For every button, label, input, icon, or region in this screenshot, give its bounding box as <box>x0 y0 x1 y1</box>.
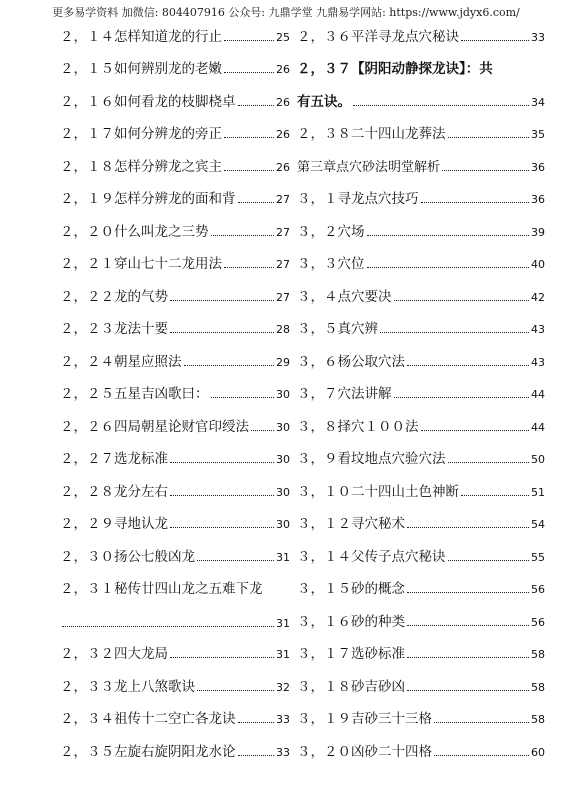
toc-entry-title: ２，３５左旋右旋阴阳龙水论 <box>60 743 236 760</box>
dot-leader <box>407 690 529 691</box>
dot-leader <box>170 495 274 496</box>
toc-entry[interactable] <box>60 538 290 571</box>
page-number: 39 <box>531 225 545 239</box>
toc-entry[interactable] <box>297 408 545 441</box>
toc-entry-row <box>60 707 290 727</box>
toc-entry[interactable] <box>297 116 545 149</box>
toc-entry-title: ３，２０凶砂二十四格 <box>297 743 432 760</box>
dot-leader <box>434 755 529 756</box>
page-number: 25 <box>276 30 290 44</box>
toc-entry-row <box>60 122 290 142</box>
toc-entry[interactable] <box>297 376 545 409</box>
dot-leader <box>367 267 530 268</box>
toc-entry-title: ２，２２龙的气势 <box>60 288 168 305</box>
toc-entry-row <box>60 25 290 45</box>
toc-entry[interactable] <box>60 311 290 344</box>
dot-leader <box>238 755 275 756</box>
dot-leader <box>224 40 274 41</box>
page-number: 54 <box>531 518 545 531</box>
toc-entry-title: ２，２０什么叫龙之三势 <box>60 223 209 240</box>
toc-entry-title: ２，３０扬公七般凶龙 <box>60 548 195 565</box>
toc-entry[interactable] <box>297 538 545 571</box>
toc-entry[interactable] <box>297 668 545 701</box>
toc-entry[interactable] <box>60 668 290 701</box>
toc-entry[interactable] <box>60 246 290 279</box>
dot-leader <box>197 560 274 561</box>
toc-entry-title: ２，３１秘传廿四山龙之五难下龙 <box>60 580 263 597</box>
dot-leader <box>421 430 530 431</box>
page-number: 26 <box>276 128 290 141</box>
toc-entry[interactable] <box>60 473 290 506</box>
toc-entry-title: ３，１０二十四山土色神断 <box>297 483 459 500</box>
dot-leader <box>251 430 274 431</box>
toc-entry[interactable] <box>297 148 545 181</box>
toc-entry-row <box>297 415 545 435</box>
dot-leader <box>407 527 529 528</box>
page-number: 30 <box>276 453 290 466</box>
toc-entry[interactable] <box>60 571 290 636</box>
toc-entry[interactable] <box>297 213 545 246</box>
toc-left-column <box>60 18 290 766</box>
page-number: 43 <box>531 323 545 336</box>
dot-leader <box>170 462 274 463</box>
dot-leader <box>407 657 529 658</box>
dot-leader <box>224 267 274 268</box>
toc-entry-row <box>297 220 545 240</box>
toc-entry-title: ３，１４父传子点穴秘诀 <box>297 548 446 565</box>
toc-entry-row <box>60 447 290 467</box>
toc-entry[interactable] <box>60 116 290 149</box>
toc-entry-row <box>60 415 290 435</box>
toc-entry-row <box>297 122 545 142</box>
toc-entry[interactable] <box>297 181 545 214</box>
page-number: 55 <box>531 550 545 564</box>
toc-entry-row <box>297 156 545 175</box>
page-number: 31 <box>276 616 290 630</box>
toc-entry-title: ２，３２四大龙局 <box>60 646 168 662</box>
page-number: 27 <box>276 225 290 239</box>
dot-leader <box>448 462 530 463</box>
toc-entry-title: ２，２７选龙标准 <box>60 451 168 467</box>
page-number: 58 <box>531 648 545 661</box>
page-number: 26 <box>276 160 290 174</box>
toc-entry-row <box>60 155 290 175</box>
toc-entry-title: ２，２１穿山七十二龙用法 <box>60 256 222 272</box>
toc-entry-row <box>297 25 545 45</box>
toc-entry[interactable] <box>60 506 290 539</box>
toc-entry-row <box>297 350 545 370</box>
toc-entry-title: ２，２３龙法十要 <box>60 321 168 337</box>
toc-entry[interactable] <box>60 213 290 246</box>
toc-entry-row <box>60 545 290 565</box>
toc-entry-row <box>297 447 545 467</box>
dot-leader <box>211 397 275 398</box>
page-number: 36 <box>531 160 545 174</box>
page-number: 50 <box>531 453 545 466</box>
page-number: 29 <box>276 355 290 369</box>
toc-entry-title-cont: 有五诀。 <box>297 93 351 110</box>
page-number: 40 <box>531 258 545 271</box>
toc-entry[interactable] <box>60 181 290 214</box>
page-number: 28 <box>276 323 290 336</box>
toc-entry[interactable] <box>297 701 545 734</box>
toc-entry-row <box>297 382 545 402</box>
page-number: 42 <box>531 290 545 304</box>
dot-leader <box>461 40 529 41</box>
dot-leader <box>434 722 529 723</box>
toc-entry-row <box>60 675 290 695</box>
toc-entry-row <box>60 317 290 337</box>
toc-entry[interactable] <box>297 506 545 539</box>
dot-leader <box>380 332 529 333</box>
toc-entry-row <box>297 480 545 500</box>
toc-right-column <box>297 18 545 766</box>
dot-leader <box>407 365 529 366</box>
dot-leader <box>170 657 274 658</box>
toc-entry-row <box>60 350 290 370</box>
dot-leader <box>394 397 530 398</box>
dot-leader <box>224 72 274 73</box>
dot-leader <box>184 365 275 366</box>
toc-entry-row <box>60 90 290 110</box>
toc-entry[interactable] <box>60 376 290 409</box>
page-number: 56 <box>531 583 545 596</box>
page-number: 27 <box>276 258 290 271</box>
toc-entry[interactable] <box>297 603 545 636</box>
page-number: 43 <box>531 355 545 369</box>
page-number: 36 <box>531 193 545 206</box>
page-number: 26 <box>276 63 290 76</box>
toc-entry-row <box>297 707 545 727</box>
page-number: 60 <box>531 745 545 759</box>
toc-entry-title: ２，２４朝星应照法 <box>60 353 182 370</box>
toc-entry-title: ３，１８砂吉砂凶 <box>297 678 405 695</box>
toc-entry[interactable] <box>60 408 290 441</box>
toc-entry-title: ２，３４祖传十二空亡各龙诀 <box>60 711 236 727</box>
page-number: 32 <box>276 680 290 694</box>
toc-entry-title: ２，１６如何看龙的枝脚桡卓 <box>60 93 236 110</box>
toc-entry-title: ２，３３龙上八煞歌诀 <box>60 678 195 695</box>
toc-entry-title: ２，１８怎样分辨龙之宾主 <box>60 158 222 175</box>
page-number: 33 <box>276 745 290 759</box>
page-number: 51 <box>531 485 545 499</box>
page-number: 33 <box>276 713 290 726</box>
toc-entry-title: ３，１６砂的种类 <box>297 613 405 630</box>
toc-entry[interactable] <box>60 148 290 181</box>
toc-entry-row <box>297 545 545 565</box>
page-number: 33 <box>531 30 545 44</box>
dot-leader <box>224 137 274 138</box>
page-number: 27 <box>276 290 290 304</box>
dot-leader <box>170 300 274 301</box>
toc-entry[interactable] <box>297 473 545 506</box>
toc-entry-title: ３，４点穴要决 <box>297 288 392 305</box>
toc-entry[interactable] <box>60 83 290 116</box>
toc-entry-row <box>60 187 290 207</box>
toc-entry-row <box>60 480 290 500</box>
page-header: 更多易学资料 加微信: 804407916 公众号: 九鼎学堂 九鼎易学网站: https://www.jdyx6.com/ <box>52 6 520 19</box>
page-number: 35 <box>531 128 545 141</box>
toc-entry-title: ３，９看坟地点穴验穴法 <box>297 451 446 467</box>
dot-leader <box>238 722 275 723</box>
toc-entry[interactable] <box>60 733 290 766</box>
toc-entry-row <box>297 187 545 207</box>
page-number: 31 <box>276 550 290 564</box>
page-number: 56 <box>531 615 545 629</box>
toc-entry-row <box>297 675 545 695</box>
dot-leader <box>238 105 275 106</box>
page-number: 58 <box>531 713 545 726</box>
toc-entry-row <box>297 740 545 760</box>
toc-entry-title: ２，３７【阴阳动静探龙诀】：共 <box>297 60 493 77</box>
toc-entry-title: ３，６杨公取穴法 <box>297 353 405 370</box>
page-number: 30 <box>276 388 290 401</box>
toc-entry[interactable] <box>60 701 290 734</box>
chapter-title: 第三章点穴砂法明堂解析 <box>297 159 441 175</box>
page-number: 31 <box>276 648 290 661</box>
toc-entry-row <box>297 285 545 305</box>
dot-leader <box>448 560 530 561</box>
toc-entry-line2 <box>60 617 290 630</box>
toc-entry-row <box>297 577 545 597</box>
toc-entry-row <box>297 642 545 662</box>
dot-leader <box>224 170 274 171</box>
toc-entry-title: ３，１５砂的概念 <box>297 581 405 597</box>
dot-leader <box>367 235 530 236</box>
toc-entry-row <box>60 740 290 760</box>
toc-entry-row <box>297 317 545 337</box>
page-number: 30 <box>276 420 290 434</box>
toc-entry[interactable] <box>60 51 290 84</box>
dot-leader <box>62 626 274 627</box>
toc-entry-row <box>60 642 290 662</box>
dot-leader <box>170 332 274 333</box>
dot-leader <box>407 592 529 593</box>
toc-entry-row <box>60 220 290 240</box>
page-number: 27 <box>276 193 290 206</box>
toc-entry[interactable] <box>297 278 545 311</box>
toc-entry-row <box>60 252 290 272</box>
toc-entry[interactable] <box>297 733 545 766</box>
toc-entry-title: ２，２８龙分左右 <box>60 483 168 500</box>
toc-entry-title: ３，１２寻穴秘术 <box>297 516 405 532</box>
dot-leader <box>394 300 530 301</box>
toc-entry[interactable] <box>297 441 545 474</box>
dot-leader <box>407 625 529 626</box>
dot-leader <box>448 137 530 138</box>
dot-leader <box>170 527 274 528</box>
toc-entry-title: ３，２穴场 <box>297 223 365 240</box>
toc-entry-title: ２，３６平洋寻龙点穴秘诀 <box>297 28 459 45</box>
dot-leader <box>421 202 530 203</box>
toc-entry-title: ３，１９吉砂三十三格 <box>297 711 432 727</box>
toc-entry-title: ２，２９寻地认龙 <box>60 516 168 532</box>
toc-entry[interactable] <box>297 311 545 344</box>
toc-entry-title: ３，８择穴１００法 <box>297 418 419 435</box>
toc-entry[interactable] <box>297 571 545 604</box>
toc-entry-row <box>60 57 290 77</box>
toc-entry-title: ３，７穴法讲解 <box>297 386 392 402</box>
toc-entry-title: ２，１４怎样知道龙的行止 <box>60 28 222 45</box>
toc-entry[interactable] <box>60 441 290 474</box>
toc-entry-row <box>297 252 545 272</box>
dot-leader <box>461 495 529 496</box>
toc-entry-title: ３，３穴位 <box>297 256 365 272</box>
toc-entry-row <box>60 512 290 532</box>
page-number: 44 <box>531 388 545 401</box>
page-number: 26 <box>276 95 290 109</box>
page-number: 44 <box>531 420 545 434</box>
toc-entry-title: ３，１７选砂标准 <box>297 646 405 662</box>
toc-entry-title: ２，１５如何辨别龙的老嫩 <box>60 61 222 77</box>
toc-entry-row <box>297 512 545 532</box>
toc-entry-row <box>297 610 545 630</box>
dot-leader <box>238 202 275 203</box>
toc-entry-title: ２，１７如何分辨龙的旁正 <box>60 126 222 142</box>
dot-leader <box>353 105 529 106</box>
toc-entry-title: ３，５真穴辨 <box>297 321 378 337</box>
toc-entry[interactable] <box>297 51 545 116</box>
dot-leader <box>442 170 529 171</box>
toc-entry[interactable] <box>297 18 545 51</box>
toc-entry[interactable] <box>60 18 290 51</box>
toc-entry[interactable] <box>60 343 290 376</box>
toc-entry[interactable] <box>297 343 545 376</box>
toc-entry-title: ２，１９怎样分辨龙的面和背 <box>60 191 236 207</box>
toc-entry-row <box>60 382 290 402</box>
toc-entry-line2 <box>297 90 545 110</box>
toc-entry-row <box>60 285 290 305</box>
page-number: 58 <box>531 680 545 694</box>
toc-entry[interactable] <box>60 278 290 311</box>
page-number: 34 <box>531 95 545 109</box>
dot-leader <box>197 690 274 691</box>
toc-entry-title: ３，１寻龙点穴技巧 <box>297 191 419 207</box>
dot-leader <box>211 235 275 236</box>
page-number: 30 <box>276 485 290 499</box>
toc-entry-title: ２，２６四局朝星论财官印绶法 <box>60 418 249 435</box>
toc-entry-title: ２，３８二十四山龙葬法 <box>297 126 446 142</box>
toc-entry[interactable] <box>297 636 545 669</box>
toc-entry[interactable] <box>297 246 545 279</box>
page-number: 30 <box>276 518 290 531</box>
toc-entry[interactable] <box>60 636 290 669</box>
toc-entry-title: ２，２５五星吉凶歌曰： <box>60 386 209 402</box>
